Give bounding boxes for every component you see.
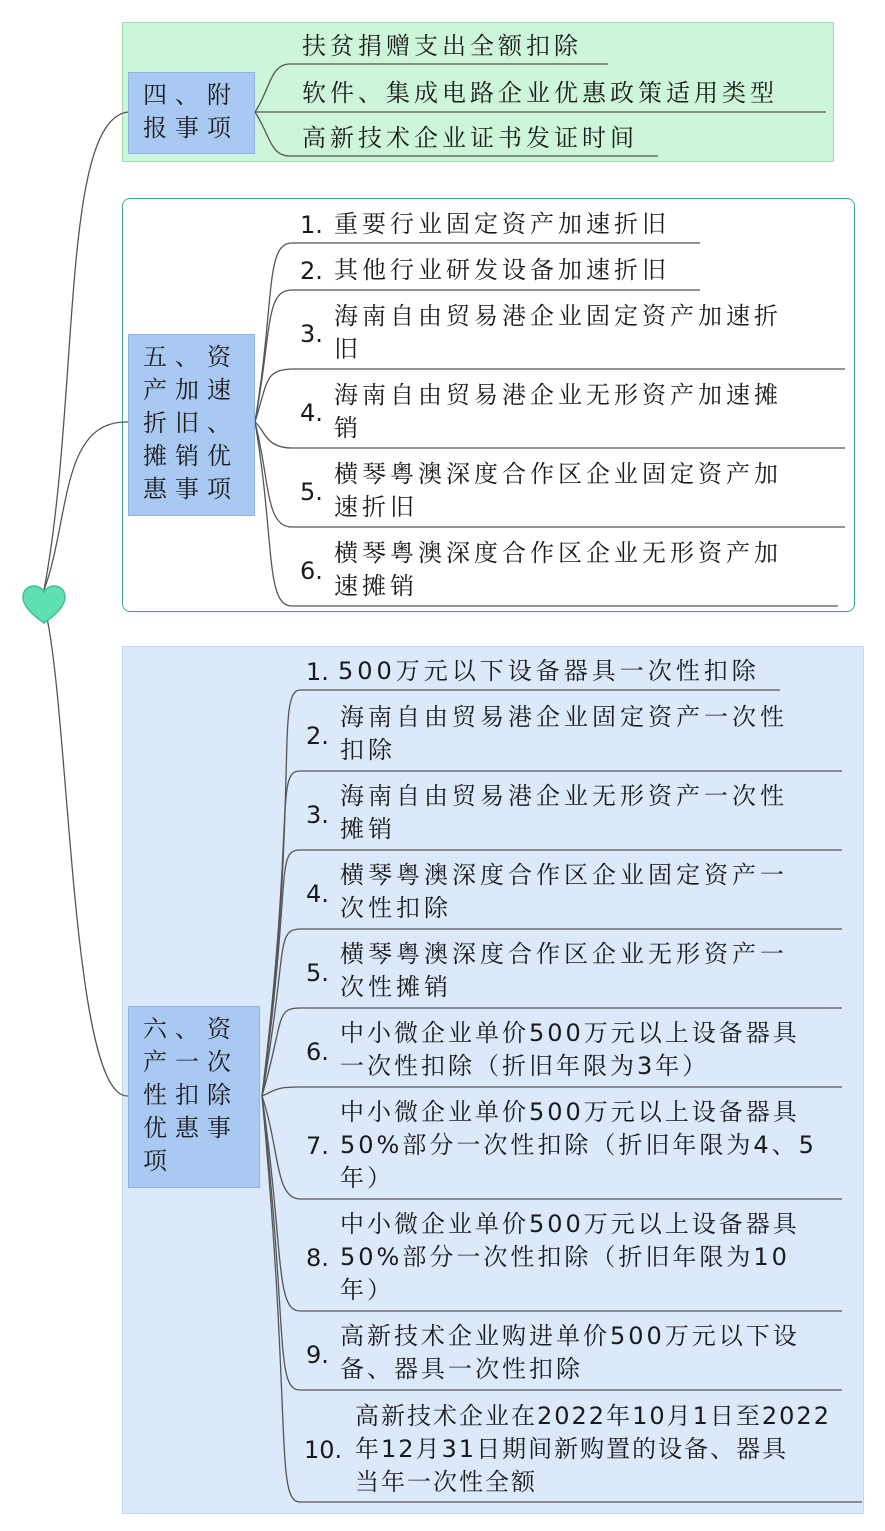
group-2-item-3[interactable] — [334, 300, 782, 366]
group-1-title-line: 报事项 — [143, 114, 239, 142]
group-2-item-6[interactable] — [334, 537, 782, 603]
item-number: 4. — [300, 399, 323, 427]
group-3-title-line: 产一次 — [143, 1048, 239, 1076]
group-1-title-line: 四、附 — [143, 81, 239, 109]
group-2-title-line: 惠事项 — [143, 475, 239, 503]
connector-root-to-group-3 — [44, 605, 128, 1096]
item-text-line: 次性摊销 — [340, 973, 452, 1001]
item-text-line: 海南自由贸易港企业无形资产加速摊 — [334, 381, 782, 409]
item-text-line: 次性扣除 — [340, 894, 452, 922]
group-3-title-line: 优惠事 — [143, 1114, 239, 1142]
group-3-title-line: 六、资 — [143, 1015, 239, 1043]
group-3-title-line: 项 — [143, 1147, 175, 1175]
heart-icon[interactable] — [22, 585, 66, 625]
group-3-item-3[interactable] — [340, 780, 788, 846]
item-text-line: 中小微企业单价500万元以上设备器具 — [340, 1210, 800, 1238]
item-number: 4. — [306, 880, 329, 908]
group-3-item-9[interactable] — [340, 1320, 800, 1386]
group-2-item-2[interactable] — [334, 254, 670, 287]
item-number: 5. — [306, 959, 329, 987]
item-text-line: 500万元以下设备器具一次性扣除 — [338, 657, 760, 685]
item-text-line: 横琴粤澳深度合作区企业无形资产一 — [340, 940, 788, 968]
item-text-line: 海南自由贸易港企业无形资产一次性 — [340, 782, 788, 810]
group-2-title[interactable] — [128, 334, 255, 516]
connector-root-to-group-1 — [44, 112, 128, 590]
item-number: 5. — [300, 478, 323, 506]
item-text-line: 横琴粤澳深度合作区企业无形资产加 — [334, 539, 782, 567]
group-3-item-2[interactable] — [340, 701, 788, 767]
group-3-item-7[interactable] — [340, 1096, 817, 1195]
group-1-item-2[interactable] — [302, 77, 778, 110]
group-3-item-10[interactable] — [355, 1400, 831, 1499]
item-text-line: 高新技术企业证书发证时间 — [302, 124, 638, 152]
item-text-line: 高新技术企业在2022年10月1日至2022 — [355, 1402, 831, 1430]
group-2-item-1[interactable] — [334, 208, 670, 241]
group-2-item-5[interactable] — [334, 458, 782, 524]
item-number: 10. — [304, 1436, 343, 1464]
item-text-line: 年12月31日期间新购置的设备、器具 — [355, 1435, 789, 1463]
item-text-line: 高新技术企业购进单价500万元以下设 — [340, 1322, 800, 1350]
item-text-line: 扶贫捐赠支出全额扣除 — [302, 32, 582, 60]
item-number: 2. — [300, 257, 323, 285]
item-text-line: 50%部分一次性扣除（折旧年限为4、5 — [340, 1131, 817, 1159]
group-1-title[interactable] — [128, 72, 255, 154]
group-3-item-4[interactable] — [340, 859, 788, 925]
group-2-title-line: 折旧、 — [143, 409, 239, 437]
group-3-item-1[interactable] — [338, 655, 760, 688]
item-text-line: 一次性扣除（折旧年限为3年） — [340, 1052, 710, 1080]
item-text-line: 摊销 — [340, 815, 396, 843]
item-text-line: 速折旧 — [334, 493, 418, 521]
item-text-line: 横琴粤澳深度合作区企业固定资产加 — [334, 460, 782, 488]
group-2-item-4[interactable] — [334, 379, 782, 445]
item-text-line: 中小微企业单价500万元以上设备器具 — [340, 1019, 800, 1047]
item-number: 1. — [306, 658, 329, 686]
item-text-line: 年） — [340, 1164, 394, 1192]
group-3-title[interactable] — [128, 1006, 260, 1188]
group-2-title-line: 产加速 — [143, 376, 239, 404]
item-number: 9. — [306, 1341, 329, 1369]
item-text-line: 年） — [340, 1276, 394, 1304]
item-number: 2. — [306, 722, 329, 750]
item-text-line: 销 — [334, 414, 362, 442]
item-text-line: 旧 — [334, 335, 362, 363]
item-text-line: 备、器具一次性扣除 — [340, 1355, 583, 1383]
item-text-line: 海南自由贸易港企业固定资产加速折 — [334, 302, 782, 330]
item-number: 3. — [306, 801, 329, 829]
item-number: 1. — [300, 211, 323, 239]
item-number: 6. — [306, 1038, 329, 1066]
group-3-item-8[interactable] — [340, 1208, 800, 1307]
item-text-line: 重要行业固定资产加速折旧 — [334, 210, 670, 238]
item-text-line: 中小微企业单价500万元以上设备器具 — [340, 1098, 800, 1126]
group-3-title-line: 性扣除 — [143, 1081, 239, 1109]
connector-g3-item-6 — [262, 1087, 842, 1096]
item-text-line: 横琴粤澳深度合作区企业固定资产一 — [340, 861, 788, 889]
item-number: 6. — [300, 557, 323, 585]
group-2-title-line: 摊销优 — [143, 442, 239, 470]
group-2-title-line: 五、资 — [143, 343, 239, 371]
group-1-item-1[interactable] — [302, 30, 582, 63]
item-text-line: 软件、集成电路企业优惠政策适用类型 — [302, 79, 778, 107]
group-3-item-5[interactable] — [340, 938, 788, 1004]
item-number: 8. — [306, 1244, 329, 1272]
item-text-line: 50%部分一次性扣除（折旧年限为10 — [340, 1243, 790, 1271]
group-3-item-6[interactable] — [340, 1017, 800, 1083]
group-1-item-3[interactable] — [302, 122, 638, 155]
item-text-line: 扣除 — [340, 736, 396, 764]
item-text-line: 当年一次性全额 — [355, 1468, 537, 1496]
item-text-line: 其他行业研发设备加速折旧 — [334, 256, 670, 284]
item-text-line: 海南自由贸易港企业固定资产一次性 — [340, 703, 788, 731]
item-text-line: 速摊销 — [334, 572, 418, 600]
item-number: 7. — [306, 1132, 329, 1160]
item-number: 3. — [300, 320, 323, 348]
